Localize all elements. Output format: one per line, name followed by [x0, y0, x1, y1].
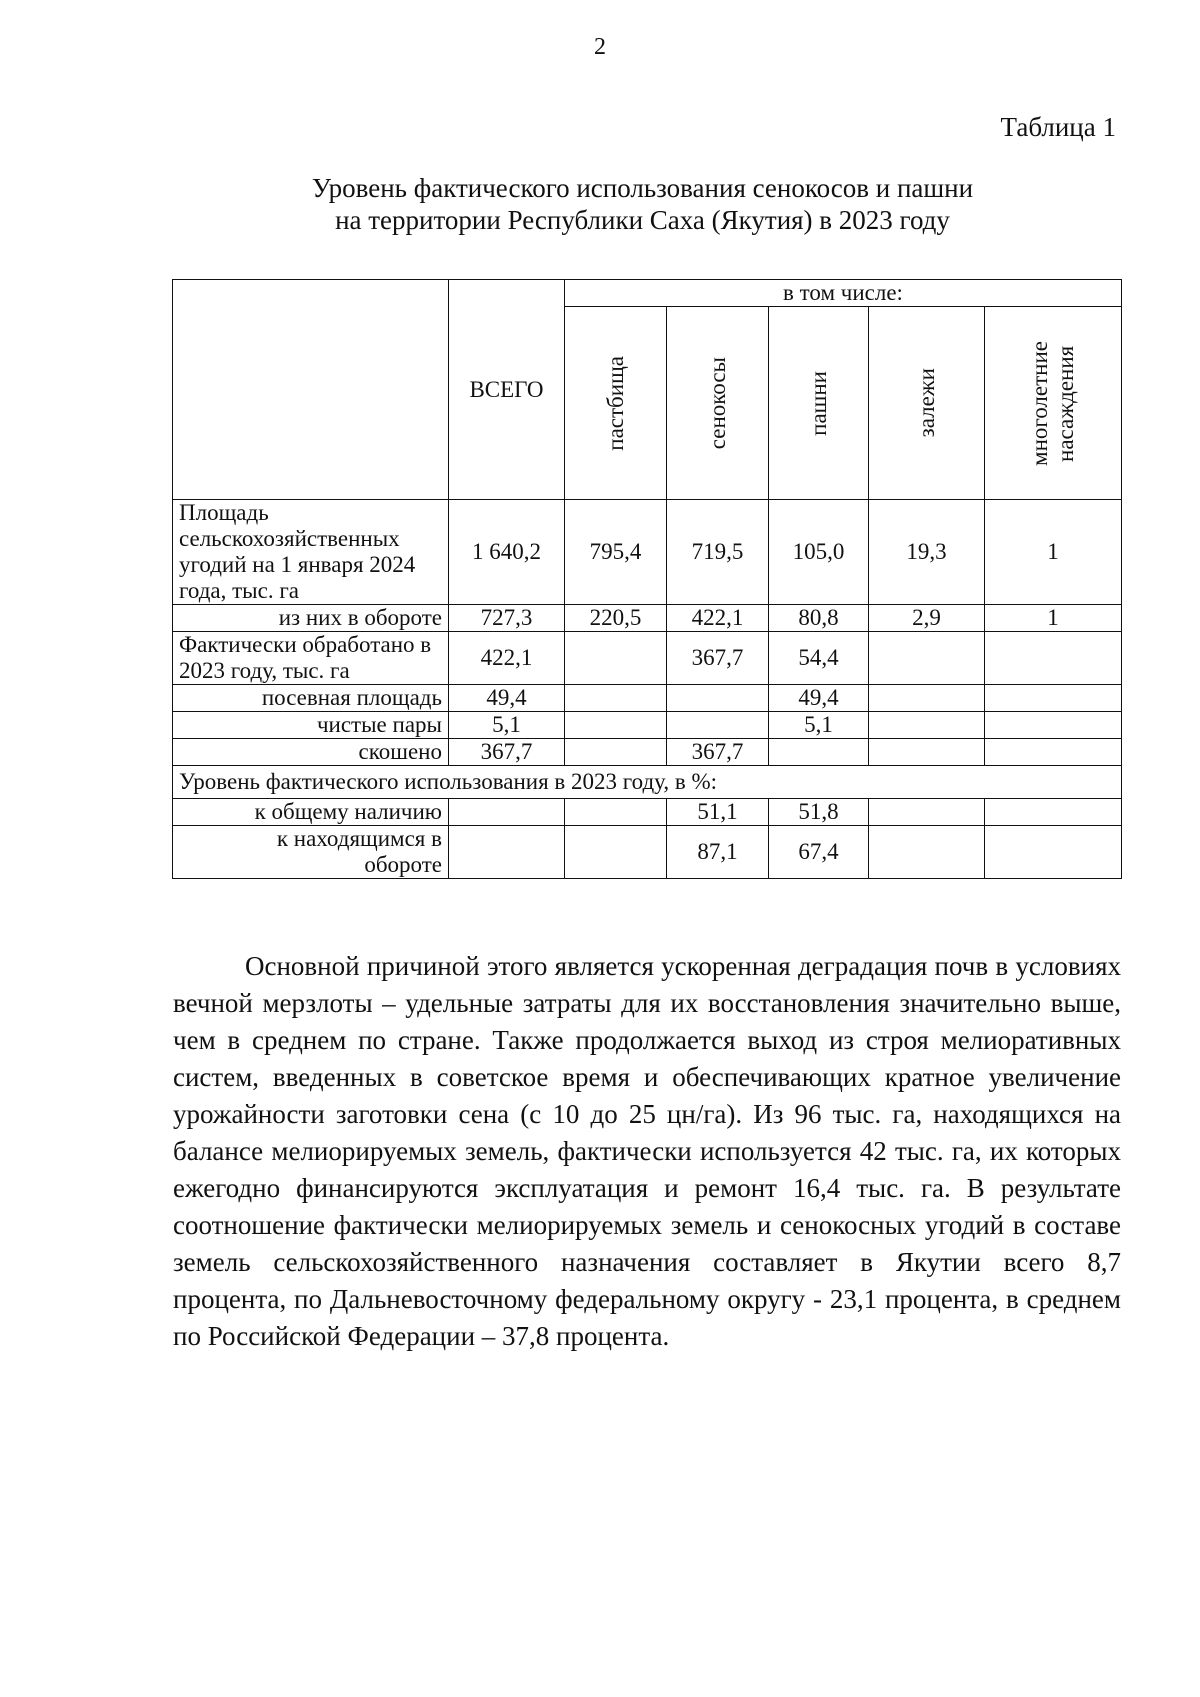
- cell-fallow-land: [869, 739, 985, 766]
- row-label: Площадь сельскохозяйственных угодий на 1 января 2024 года, тыс. га: [173, 500, 449, 605]
- cell-pastures: [565, 739, 667, 766]
- header-row-1: [173, 280, 1122, 307]
- cell-perennial: [985, 632, 1122, 685]
- table-row: [173, 739, 1122, 766]
- row-label: к общему наличию: [173, 799, 449, 826]
- header-perennial: многолетние насаждения: [985, 307, 1122, 500]
- cell-perennial: 1: [985, 605, 1122, 632]
- cell-arable: 105,0: [769, 500, 869, 605]
- cell-hayfields: 367,7: [667, 632, 769, 685]
- table-row: [173, 685, 1122, 712]
- body-paragraph: Основной причиной этого является ускоренная деградация почв в условиях вечной мерзлоты – удельные затраты для их восстановления значительно выше, чем в среднем по стране. Также продолжается выход из строя мелиоративных систем, введенных в советское время и обеспечивающих кратное увеличение урожайности заготовки сена (с 10 до 25 цн/га). Из 96 тыс. га, находящихся на балансе мелиорируемых земель, фактически используется 42 тыс. га, их которых ежегодно финансируются эксплуатация и ремонт 16,4 тыс. га. В результате соотношение фактически мелиорируемых земель и сенокосных угодий в составе земель сельскохозяйственного назначения составляет в Якутии всего 8,7 процента, по Дальневосточному федеральному округу - 23,1 процента, в среднем по Российской Федерации – 37,8 процента.: [173, 951, 1121, 1351]
- header-arable: пашни: [769, 307, 869, 500]
- cell-total: 422,1: [449, 632, 565, 685]
- cell-fallow-land: [869, 685, 985, 712]
- usage-section-label: Уровень фактического использования в 2023 году, в %:: [173, 766, 1122, 799]
- cell-fallow-land: [869, 632, 985, 685]
- table-label: Таблица 1: [1000, 112, 1116, 142]
- table-title: [160, 172, 1125, 236]
- cell-total: 727,3: [449, 605, 565, 632]
- cell-total: 49,4: [449, 685, 565, 712]
- cell-perennial: [985, 712, 1122, 739]
- cell-arable: 5,1: [769, 712, 869, 739]
- table-title-line-2: на территории Республики Саха (Якутия) в 2023 году: [335, 205, 950, 235]
- cell-hayfields: [667, 712, 769, 739]
- header-hayfields: сенокосы: [667, 307, 769, 500]
- table-row: [173, 826, 1122, 879]
- cell-fallow-land: 2,9: [869, 605, 985, 632]
- table-row: [173, 605, 1122, 632]
- page-number: 2: [594, 34, 606, 60]
- cell-hayfields: 422,1: [667, 605, 769, 632]
- cell-pastures: [565, 712, 667, 739]
- cell-total: 5,1: [449, 712, 565, 739]
- header-total: ВСЕГО: [449, 280, 565, 500]
- header-fallow-land: залежи: [869, 307, 985, 500]
- cell-arable: 67,4: [769, 826, 869, 879]
- cell-hayfields: 51,1: [667, 799, 769, 826]
- cell-pastures: 220,5: [565, 605, 667, 632]
- cell-arable: 54,4: [769, 632, 869, 685]
- cell-hayfields: 719,5: [667, 500, 769, 605]
- cell-perennial: [985, 685, 1122, 712]
- cell-arable: 80,8: [769, 605, 869, 632]
- table-row: [173, 712, 1122, 739]
- cell-arable: [769, 739, 869, 766]
- cell-arable: 51,8: [769, 799, 869, 826]
- cell-perennial: [985, 799, 1122, 826]
- row-label: Фактически обработано в 2023 году, тыс. га: [173, 632, 449, 685]
- cell-pastures: [565, 685, 667, 712]
- cell-pastures: 795,4: [565, 500, 667, 605]
- cell-fallow-land: [869, 799, 985, 826]
- cell-total: 1 640,2: [449, 500, 565, 605]
- row-label: посевная площадь: [173, 685, 449, 712]
- table-row: [173, 766, 1122, 799]
- table-row: [173, 799, 1122, 826]
- usage-table: [172, 279, 1122, 879]
- table-title-line-1: Уровень фактического использования сенокосов и пашни: [311, 173, 974, 203]
- cell-fallow-land: [869, 712, 985, 739]
- row-label: из них в обороте: [173, 605, 449, 632]
- row-label: чистые пары: [173, 712, 449, 739]
- cell-pastures: [565, 632, 667, 685]
- cell-total: 367,7: [449, 739, 565, 766]
- cell-perennial: 1: [985, 500, 1122, 605]
- row-label: к находящимся в обороте: [173, 826, 449, 879]
- cell-total: [449, 799, 565, 826]
- table-row: [173, 500, 1122, 605]
- cell-pastures: [565, 826, 667, 879]
- cell-hayfields: [667, 685, 769, 712]
- header-empty-cell: [173, 280, 449, 500]
- cell-arable: 49,4: [769, 685, 869, 712]
- header-pastures: пастбища: [565, 307, 667, 500]
- row-label: скошено: [173, 739, 449, 766]
- cell-pastures: [565, 799, 667, 826]
- table-row: [173, 632, 1122, 685]
- header-group: в том числе:: [565, 280, 1122, 307]
- cell-hayfields: 87,1: [667, 826, 769, 879]
- cell-fallow-land: [869, 826, 985, 879]
- cell-fallow-land: 19,3: [869, 500, 985, 605]
- cell-hayfields: 367,7: [667, 739, 769, 766]
- cell-perennial: [985, 739, 1122, 766]
- cell-perennial: [985, 826, 1122, 879]
- cell-total: [449, 826, 565, 879]
